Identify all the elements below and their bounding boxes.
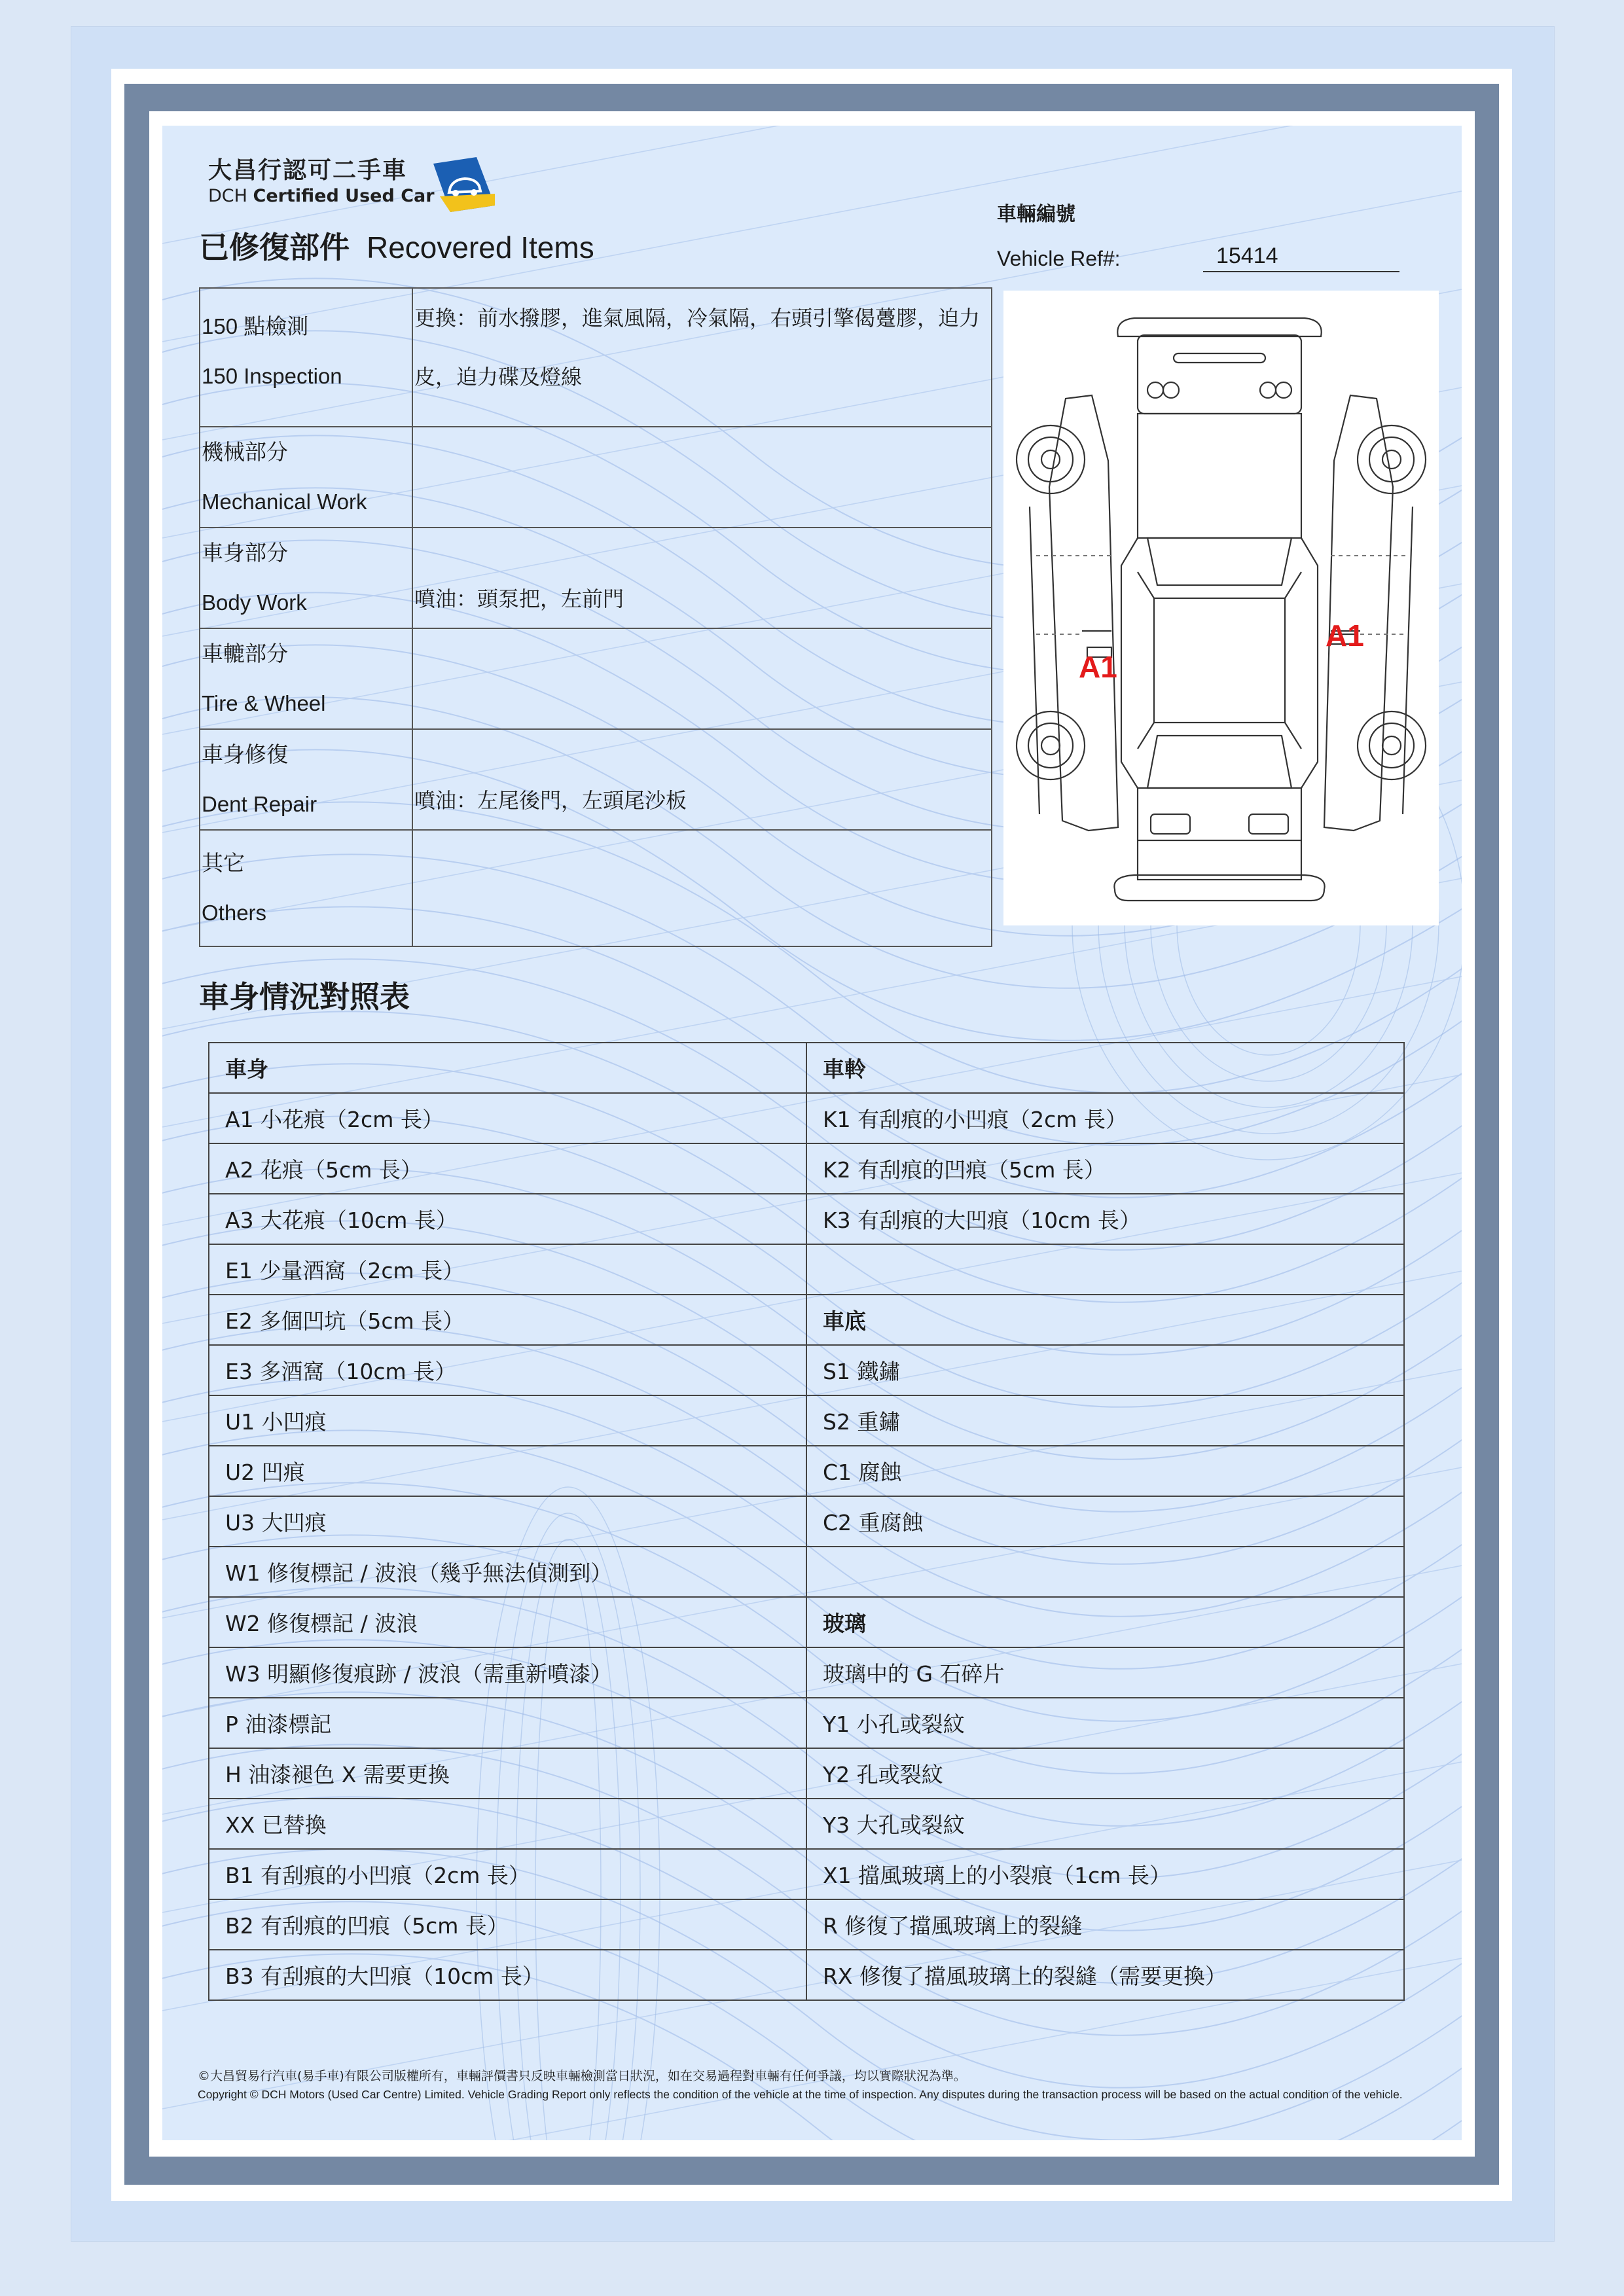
legend-cell-left: P 油漆標記	[209, 1698, 806, 1748]
table-row	[200, 528, 992, 628]
legend-row	[209, 1043, 1404, 1093]
label-en: Mechanical Work	[202, 490, 367, 514]
label-cn: 車轆部分	[202, 641, 288, 666]
dch-logo	[208, 152, 509, 217]
logo-text-cn: 大昌行認可二手車	[208, 157, 408, 184]
legend-row	[209, 1093, 1404, 1143]
legend-row	[209, 1244, 1404, 1295]
damage-mark-left: A1	[1079, 650, 1117, 684]
vehicle-ref-label-en: Vehicle Ref#:	[997, 247, 1121, 270]
legend-cell-left: E1 少量酒窩（2cm 長）	[209, 1244, 806, 1295]
row-value: 噴油：左尾後門，左頭尾沙板	[412, 729, 992, 830]
vehicle-ref-label-cn: 車輛編號	[997, 203, 1075, 226]
legend-row	[209, 1899, 1404, 1950]
legend-cell-right: R 修復了擋風玻璃上的裂縫	[806, 1899, 1404, 1950]
legend-cell-left: B1 有刮痕的小凹痕（2cm 長）	[209, 1849, 806, 1899]
table-row	[200, 427, 992, 528]
legend-row	[209, 1799, 1404, 1849]
row-label	[200, 830, 412, 946]
legend-cell-right: C2 重腐蝕	[806, 1496, 1404, 1547]
legend-cell-left: B2 有刮痕的凹痕（5cm 長）	[209, 1899, 806, 1950]
footer-copyright-en: Copyright © DCH Motors (Used Car Centre) Limited. Vehicle Grading Report only reflects the condition of the vehicle at the time of inspection. Any disputes during the transaction process will be based on the actual condition of the vehicle.	[198, 2088, 1403, 2101]
legend-cell-right: 車底	[806, 1295, 1404, 1345]
row-value	[412, 628, 992, 729]
logo-text-en	[208, 186, 435, 206]
row-label	[200, 729, 412, 830]
logo-en-bold: Certified Used Car	[253, 186, 435, 206]
legend-cell-right: 車軨	[806, 1043, 1404, 1093]
legend-table	[208, 1042, 1405, 2001]
label-cn: 車身修復	[202, 742, 288, 766]
legend-cell-left: H 油漆褪色 X 需要更換	[209, 1748, 806, 1799]
legend-cell-right: Y2 孔或裂紋	[806, 1748, 1404, 1799]
legend-cell-right: K1 有刮痕的小凹痕（2cm 長）	[806, 1093, 1404, 1143]
row-value	[412, 830, 992, 946]
legend-row	[209, 1950, 1404, 2000]
title-cn: 已修復部件	[199, 230, 350, 265]
legend-cell-left: E2 多個凹坑（5cm 長）	[209, 1295, 806, 1345]
damage-mark-right: A1	[1326, 619, 1364, 653]
row-value: 噴油：頭泵把，左前門	[412, 528, 992, 628]
legend-cell-right	[806, 1244, 1404, 1295]
legend-cell-left: W1 修復標記 / 波浪（幾乎無法偵測到）	[209, 1547, 806, 1597]
label-en: Body Work	[202, 590, 307, 615]
legend-row	[209, 1698, 1404, 1748]
legend-cell-left: A2 花痕（5cm 長）	[209, 1143, 806, 1194]
legend-cell-right: S2 重鏽	[806, 1395, 1404, 1446]
legend-cell-right: C1 腐蝕	[806, 1446, 1404, 1496]
recovered-items-title	[199, 224, 594, 267]
legend-cell-left: A1 小花痕（2cm 長）	[209, 1093, 806, 1143]
row-label	[200, 528, 412, 628]
legend-cell-left: W3 明顯修復痕跡 / 波浪（需重新噴漆）	[209, 1647, 806, 1698]
label-cn: 車身部分	[202, 541, 288, 565]
row-label	[200, 628, 412, 729]
legend-row	[209, 1295, 1404, 1345]
legend-cell-left: 車身	[209, 1043, 806, 1093]
legend-cell-left: B3 有刮痕的大凹痕（10cm 長）	[209, 1950, 806, 2000]
row-value	[412, 427, 992, 528]
table-row	[200, 628, 992, 729]
legend-cell-right: K3 有刮痕的大凹痕（10cm 長）	[806, 1194, 1404, 1244]
footer-copyright-cn: ©大昌貿易行汽車(易手車)有限公司版權所有，車輛評價書只反映車輛檢測當日狀況，如在交易過程對車輛有任何爭議，均以實際狀況為準。	[198, 2069, 966, 2083]
legend-row	[209, 1547, 1404, 1597]
label-cn: 機械部分	[202, 440, 288, 464]
legend-cell-left: U3 大凹痕	[209, 1496, 806, 1547]
legend-row	[209, 1496, 1404, 1547]
legend-cell-left: E3 多酒窩（10cm 長）	[209, 1345, 806, 1395]
legend-cell-right: 玻璃中的 G 石碎片	[806, 1647, 1404, 1698]
logo-en-prefix: DCH	[208, 186, 253, 206]
label-en: 150 Inspection	[202, 364, 342, 388]
legend-row	[209, 1748, 1404, 1799]
legend-cell-right: RX 修復了擋風玻璃上的裂縫（需要更換）	[806, 1950, 1404, 2000]
legend-title: 車身情況對照表	[199, 979, 410, 1014]
legend-cell-right: 玻璃	[806, 1597, 1404, 1647]
legend-row	[209, 1849, 1404, 1899]
table-row	[200, 288, 992, 427]
legend-cell-left: A3 大花痕（10cm 長）	[209, 1194, 806, 1244]
car-badge-icon	[431, 157, 496, 212]
label-cn: 其它	[202, 851, 245, 875]
row-label	[200, 288, 412, 427]
legend-row	[209, 1143, 1404, 1194]
legend-row	[209, 1597, 1404, 1647]
legend-cell-right: S1 鐵鏽	[806, 1345, 1404, 1395]
legend-cell-right: Y1 小孔或裂紋	[806, 1698, 1404, 1748]
row-label	[200, 427, 412, 528]
vehicle-diagram	[1003, 291, 1439, 925]
legend-cell-right: Y3 大孔或裂紋	[806, 1799, 1404, 1849]
legend-cell-left: XX 已替換	[209, 1799, 806, 1849]
legend-cell-left: W2 修復標記 / 波浪	[209, 1597, 806, 1647]
table-row	[200, 729, 992, 830]
vehicle-ref-value: 15414	[1203, 243, 1399, 272]
legend-cell-left: U1 小凹痕	[209, 1395, 806, 1446]
legend-row	[209, 1395, 1404, 1446]
legend-cell-right: X1 擋風玻璃上的小裂痕（1cm 長）	[806, 1849, 1404, 1899]
legend-cell-left: U2 凹痕	[209, 1446, 806, 1496]
label-cn: 150 點檢測	[202, 314, 309, 338]
legend-row	[209, 1647, 1404, 1698]
recovered-items-table	[199, 287, 992, 947]
legend-cell-right: K2 有刮痕的凹痕（5cm 長）	[806, 1143, 1404, 1194]
legend-cell-right	[806, 1547, 1404, 1597]
legend-row	[209, 1194, 1404, 1244]
label-en: Dent Repair	[202, 792, 317, 816]
label-en: Tire & Wheel	[202, 691, 326, 715]
label-en: Others	[202, 901, 267, 925]
report-sheet	[162, 126, 1462, 2140]
legend-row	[209, 1446, 1404, 1496]
table-row	[200, 830, 992, 946]
legend-row	[209, 1345, 1404, 1395]
row-value: 更換：前水撥膠，進氣風隔，冷氣隔，右頭引擎偈躉膠，迫力皮，迫力碟及燈線	[412, 288, 992, 427]
title-en: Recovered Items	[367, 230, 594, 264]
car-outline-diagram	[1003, 291, 1439, 925]
